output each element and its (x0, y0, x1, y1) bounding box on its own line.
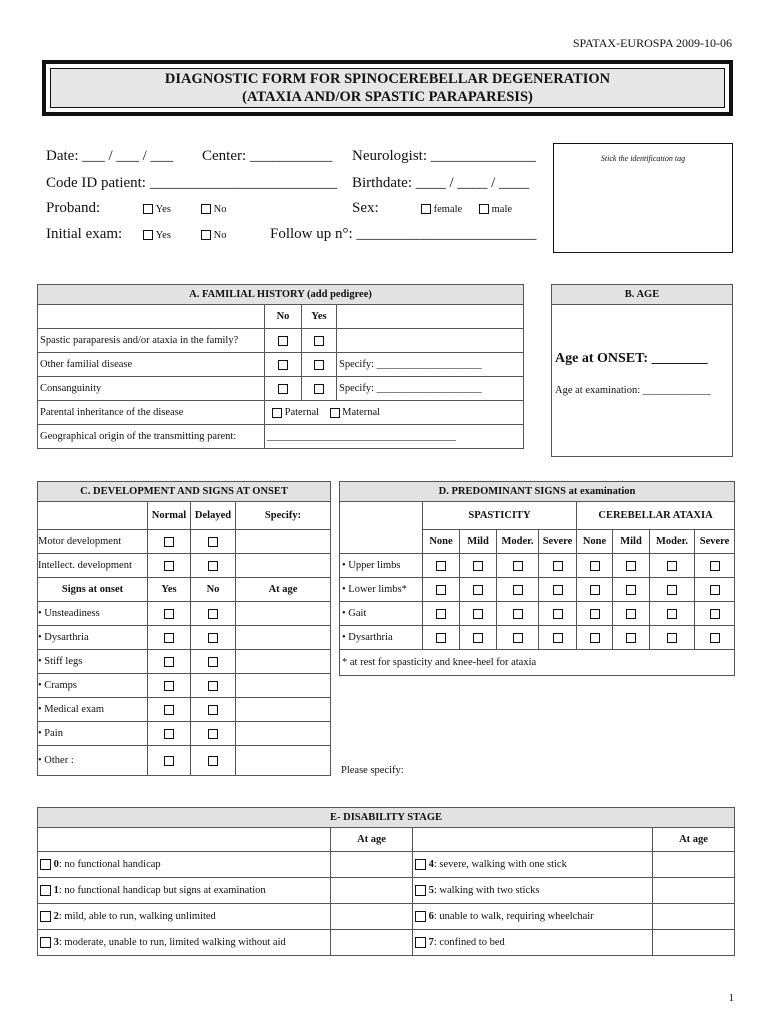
table-row (340, 602, 735, 626)
checkbox[interactable] (626, 561, 636, 571)
follow-up-field[interactable]: Follow up n°: ________________________ (270, 226, 537, 242)
checkbox[interactable] (667, 561, 677, 571)
col-at-age: At age (236, 578, 331, 602)
checkbox[interactable] (473, 609, 483, 619)
geo-origin-field[interactable]: ____________________________________ (265, 425, 524, 449)
checkbox[interactable] (667, 585, 677, 595)
sex-female-option[interactable] (418, 202, 462, 216)
stage-text: : walking with two sticks (433, 884, 540, 896)
col-normal: Normal (148, 502, 191, 530)
maternal-label: Maternal (342, 407, 381, 418)
checkbox[interactable] (421, 204, 431, 214)
please-specify-label: Please specify: (341, 765, 404, 776)
title-line-1: DIAGNOSTIC FORM FOR SPINOCEREBELLAR DEGENERATION (164, 71, 611, 87)
checkbox[interactable] (40, 885, 51, 896)
checkbox[interactable] (590, 561, 600, 571)
sex-male-option[interactable] (476, 202, 512, 216)
checkbox[interactable] (667, 633, 677, 643)
stage-text: : no functional handicap (58, 858, 161, 870)
row-label: Intellect. development (38, 554, 148, 578)
stage-number: 5 (428, 884, 434, 896)
col-no: No (265, 305, 302, 329)
checkbox[interactable] (513, 609, 523, 619)
level-none: None (577, 530, 613, 554)
checkbox[interactable] (513, 561, 523, 571)
checkbox[interactable] (201, 230, 211, 240)
stage-number: 3 (53, 936, 59, 948)
checkbox[interactable] (553, 609, 563, 619)
checkbox[interactable] (164, 609, 174, 619)
neurologist-field[interactable]: Neurologist: ______________ (352, 148, 536, 164)
proband-label: Proband: (46, 200, 101, 216)
checkbox[interactable] (164, 705, 174, 715)
checkbox[interactable] (164, 537, 174, 547)
checkbox[interactable] (590, 585, 600, 595)
section-e-title: E- DISABILITY STAGE (38, 808, 735, 828)
id-tag-box (553, 143, 733, 253)
col-yes: Yes (302, 305, 337, 329)
row-label: Other familial disease (38, 353, 265, 377)
stage-text: : confined to bed (433, 936, 505, 948)
checkbox[interactable] (553, 633, 563, 643)
at-age-field[interactable] (653, 878, 735, 904)
specify-field[interactable] (236, 530, 331, 554)
col-delayed: Delayed (191, 502, 236, 530)
row-label: • Dysarthria (38, 626, 148, 650)
checkbox[interactable] (208, 705, 218, 715)
section-d-predominant-signs (339, 481, 735, 676)
option-label: No (213, 229, 227, 241)
table-row (38, 329, 524, 353)
at-age-field[interactable] (653, 904, 735, 930)
checkbox[interactable] (473, 561, 483, 571)
sex-label: Sex: (352, 200, 379, 216)
stage-number: 0 (53, 858, 59, 870)
proband-no-option[interactable] (198, 202, 226, 216)
level-mild: Mild (613, 530, 650, 554)
table-row (38, 530, 331, 554)
checkbox[interactable] (415, 859, 426, 870)
doc-reference: SPATAX-EUROSPA 2009-10-06 (572, 36, 732, 50)
checkbox[interactable] (208, 756, 218, 766)
stage-number: 4 (428, 858, 434, 870)
checkbox[interactable] (314, 384, 324, 394)
id-tag-label: Stick the identification tag (600, 154, 686, 163)
row-label: • Stiff legs (38, 650, 148, 674)
table-row (38, 674, 331, 698)
checkbox[interactable] (710, 585, 720, 595)
level-none: None (423, 530, 460, 554)
at-age-field[interactable] (236, 722, 331, 746)
initial-exam-yes-option[interactable] (140, 228, 171, 242)
table-row (38, 401, 524, 425)
table-row (38, 930, 735, 956)
checkbox[interactable] (208, 633, 218, 643)
table-row (38, 722, 331, 746)
table-row (38, 554, 331, 578)
center-field[interactable]: Center: ___________ (202, 148, 333, 164)
checkbox[interactable] (415, 937, 426, 948)
level-severe: Severe (695, 530, 735, 554)
spasticity-header: SPASTICITY (423, 502, 577, 530)
level-severe: Severe (539, 530, 577, 554)
row-label: • Lower limbs* (340, 578, 423, 602)
at-age-field[interactable] (236, 626, 331, 650)
stage-text: : severe, walking with one stick (433, 858, 567, 870)
checkbox[interactable] (710, 561, 720, 571)
option-label: No (213, 203, 227, 215)
stage-number: 1 (53, 884, 59, 896)
level-moderate: Moder. (650, 530, 695, 554)
table-row (38, 698, 331, 722)
stage-number: 7 (428, 936, 434, 948)
stage-text: : moderate, unable to run, limited walking without aid (58, 936, 286, 948)
col-no: No (191, 578, 236, 602)
checkbox[interactable] (272, 408, 282, 418)
checkbox[interactable] (40, 937, 51, 948)
checkbox[interactable] (590, 633, 600, 643)
checkbox[interactable] (553, 561, 563, 571)
checkbox[interactable] (208, 609, 218, 619)
checkbox[interactable] (40, 911, 51, 922)
checkbox[interactable] (415, 885, 426, 896)
checkbox[interactable] (143, 204, 153, 214)
checkbox[interactable] (415, 911, 426, 922)
row-label: • Cramps (38, 674, 148, 698)
specify-field[interactable] (236, 554, 331, 578)
section-c-title: C. DEVELOPMENT AND SIGNS AT ONSET (38, 482, 331, 502)
table-row (38, 650, 331, 674)
table-row (340, 554, 735, 578)
checkbox[interactable] (278, 384, 288, 394)
at-age-field[interactable] (236, 746, 331, 776)
specify-field[interactable]: Specify: ____________________ (337, 377, 524, 401)
checkbox[interactable] (626, 585, 636, 595)
at-age-field[interactable] (236, 650, 331, 674)
checkbox[interactable] (201, 204, 211, 214)
code-id-field[interactable]: Code ID patient: _________________________ (46, 175, 338, 191)
checkbox[interactable] (436, 633, 446, 643)
at-age-field[interactable] (653, 930, 735, 956)
section-e-disability-stage (37, 807, 735, 956)
checkbox[interactable] (208, 681, 218, 691)
at-age-field[interactable] (331, 852, 413, 878)
table-row (38, 746, 331, 776)
checkbox[interactable] (479, 204, 489, 214)
table-row (38, 425, 524, 449)
at-age-field[interactable] (331, 878, 413, 904)
row-label: • Medical exam (38, 698, 148, 722)
section-d-title: D. PREDOMINANT SIGNS at examination (340, 482, 735, 502)
date-field[interactable]: Date: ___ / ___ / ___ (46, 148, 174, 164)
at-age-field[interactable] (236, 698, 331, 722)
ataxia-header: CEREBELLAR ATAXIA (577, 502, 735, 530)
table-row (38, 626, 331, 650)
level-mild: Mild (460, 530, 497, 554)
row-label: • Upper limbs (340, 554, 423, 578)
col-at-age: At age (653, 828, 735, 852)
option-label: Yes (155, 203, 171, 215)
checkbox[interactable] (314, 336, 324, 346)
checkbox[interactable] (473, 585, 483, 595)
checkbox[interactable] (436, 585, 446, 595)
paternal-label: Paternal (284, 407, 320, 418)
checkbox[interactable] (436, 561, 446, 571)
page-number: 1 (728, 992, 734, 1004)
checkbox[interactable] (590, 609, 600, 619)
col-yes: Yes (148, 578, 191, 602)
title-box (42, 60, 733, 116)
stage-text: : mild, able to run, walking unlimited (58, 910, 216, 922)
checkbox[interactable] (208, 537, 218, 547)
checkbox[interactable] (278, 336, 288, 346)
checkbox[interactable] (626, 633, 636, 643)
age-exam-field[interactable]: Age at examination: _____________ (555, 385, 712, 396)
row-label: Spastic paraparesis and/or ataxia in the family? (38, 329, 265, 353)
checkbox[interactable] (164, 561, 174, 571)
section-b-title: B. AGE (552, 285, 733, 305)
age-onset-field[interactable]: Age at ONSET: ________ (555, 351, 708, 366)
table-row (38, 377, 524, 401)
section-c-development (37, 481, 331, 776)
row-label: Geographical origin of the transmitting parent: (38, 425, 265, 449)
section-a-familial-history (37, 284, 524, 449)
row-label: Consanguinity (38, 377, 265, 401)
checkbox[interactable] (626, 609, 636, 619)
row-label: • Pain (38, 722, 148, 746)
checkbox[interactable] (513, 585, 523, 595)
at-age-field[interactable] (331, 904, 413, 930)
level-moderate: Moder. (497, 530, 539, 554)
checkbox[interactable] (208, 729, 218, 739)
row-label: • Unsteadiness (38, 602, 148, 626)
checkbox[interactable] (436, 609, 446, 619)
checkbox[interactable] (164, 756, 174, 766)
table-row (340, 578, 735, 602)
col-specify: Specify: (236, 502, 331, 530)
checkbox[interactable] (553, 585, 563, 595)
table-row (340, 626, 735, 650)
row-extra (337, 329, 524, 353)
row-label: Motor development (38, 530, 148, 554)
checkbox[interactable] (143, 230, 153, 240)
checkbox[interactable] (208, 561, 218, 571)
checkbox[interactable] (710, 609, 720, 619)
section-d-footnote: * at rest for spasticity and knee-heel for ataxia (340, 650, 735, 676)
row-label: • Gait (340, 602, 423, 626)
table-row (38, 602, 331, 626)
stage-text: : unable to walk, requiring wheelchair (433, 910, 594, 922)
initial-exam-no-option[interactable] (198, 228, 226, 242)
checkbox[interactable] (208, 657, 218, 667)
checkbox[interactable] (164, 633, 174, 643)
birthdate-field[interactable]: Birthdate: ____ / ____ / ____ (352, 175, 530, 191)
section-b-age (551, 284, 733, 457)
checkbox[interactable] (164, 729, 174, 739)
at-age-field[interactable] (653, 852, 735, 878)
stage-text: : no functional handicap but signs at examination (58, 884, 266, 896)
option-label: male (491, 203, 513, 215)
stage-number: 2 (53, 910, 59, 922)
specify-field[interactable]: Specify: ____________________ (337, 353, 524, 377)
title-line-2: (ATAXIA AND/OR SPASTIC PARAPARESIS) (242, 89, 533, 105)
signs-header: Signs at onset (38, 578, 148, 602)
checkbox[interactable] (164, 657, 174, 667)
option-label: female (433, 203, 463, 215)
checkbox[interactable] (513, 633, 523, 643)
section-a-title: A. FAMILIAL HISTORY (add pedigree) (38, 285, 524, 305)
table-row (38, 852, 735, 878)
checkbox[interactable] (40, 859, 51, 870)
table-row (38, 878, 735, 904)
col-at-age: At age (331, 828, 413, 852)
table-row (38, 353, 524, 377)
at-age-field[interactable] (236, 602, 331, 626)
proband-yes-option[interactable] (140, 202, 171, 216)
at-age-field[interactable] (331, 930, 413, 956)
checkbox[interactable] (278, 360, 288, 370)
checkbox[interactable] (164, 681, 174, 691)
stage-number: 6 (428, 910, 434, 922)
row-label: • Other : (38, 746, 148, 776)
at-age-field[interactable] (236, 674, 331, 698)
checkbox[interactable] (667, 609, 677, 619)
checkbox[interactable] (314, 360, 324, 370)
initial-exam-label: Initial exam: (46, 226, 123, 242)
checkbox[interactable] (710, 633, 720, 643)
table-row (38, 904, 735, 930)
checkbox[interactable] (330, 408, 340, 418)
checkbox[interactable] (473, 633, 483, 643)
row-label: • Dysarthria (340, 626, 423, 650)
option-label: Yes (155, 229, 171, 241)
row-label: Parental inheritance of the disease (38, 401, 265, 425)
